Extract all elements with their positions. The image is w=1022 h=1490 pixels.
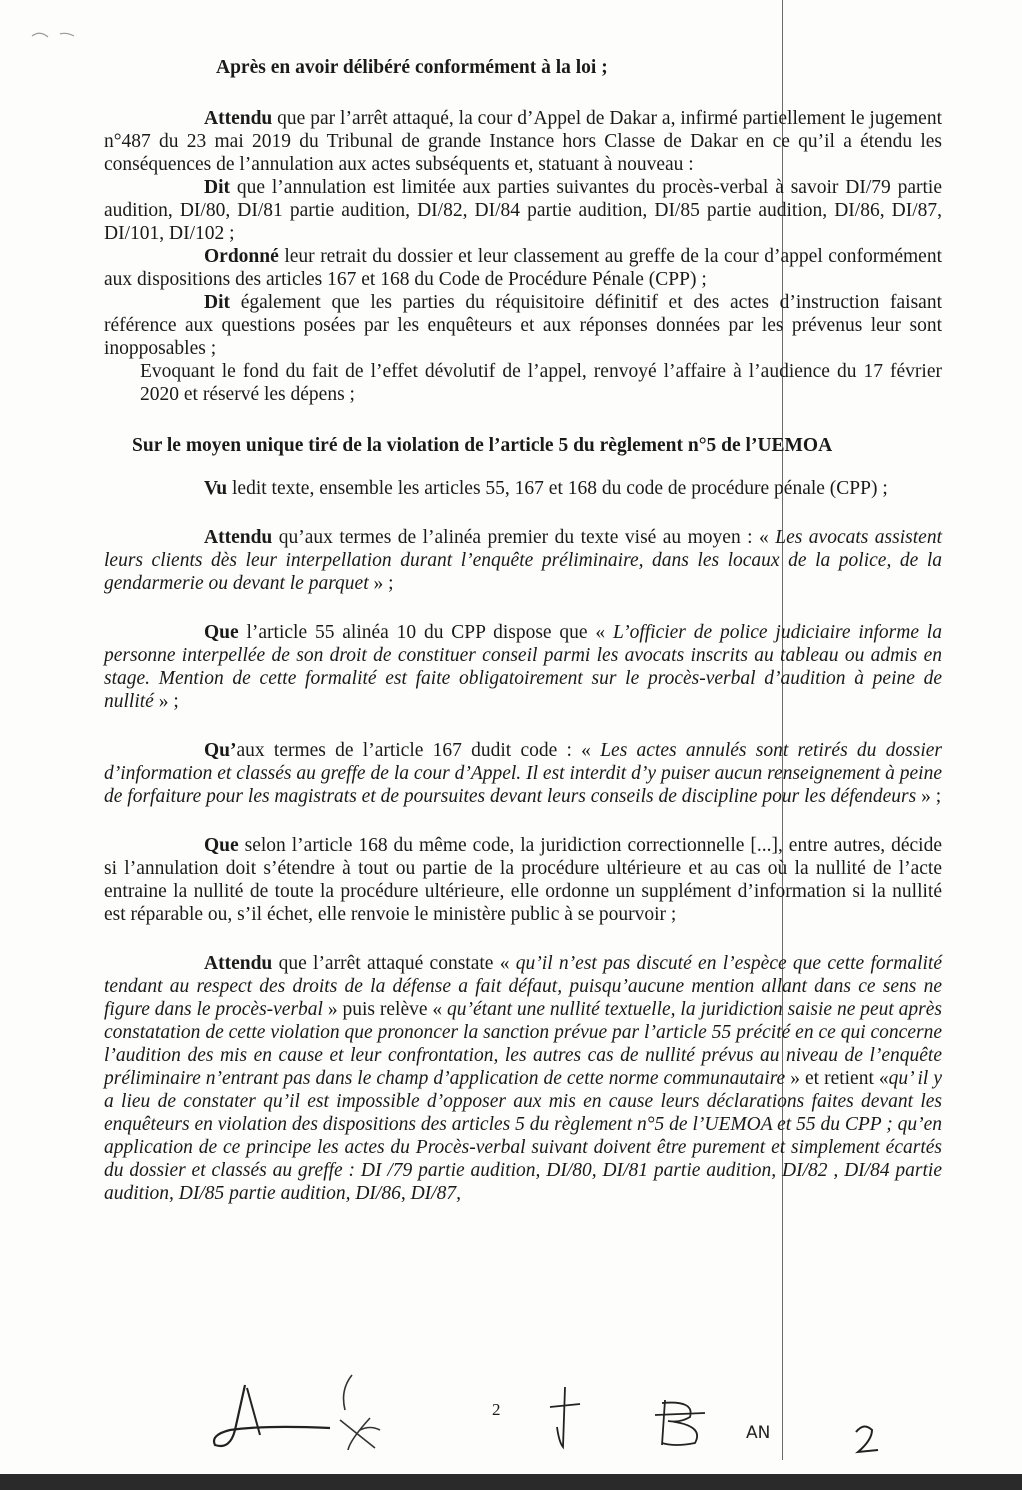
paragraph-text: selon l’article 168 du même code, la juridiction correctionnelle [...], entre autres, décide si l’annulation doit s’étendre à tout ou partie de la procédure ultérieure et au cas où la nullité de l’acte entraine la nullité de toute la procédure ultérieure, elle ordonne un supplément d’information si la nullité est réparable ou, s’il échet, elle renvoie le ministère public à se pourvoir ; xyxy=(104,835,942,925)
paragraph-text: leur retrait du dossier et leur classement au greffe de la cour d’appel conformément aux dispositions des articles 167 et 168 du Code de Procédure Pénale (CPP) ; xyxy=(104,246,942,290)
paragraph-dit-2 xyxy=(104,291,942,360)
keyword: Qu’ xyxy=(204,740,237,761)
quotation: qu’ il y a lieu de constater qu’il est impossible d’opposer aux mis en cause leurs déclarations faites devant les enquêteurs en violation des dispositions des articles 5 du règlement n°5 de l’UEMOA et 55 du CPP ; qu’en application de ce principe les actes du Procès-verbal suivant doivent être purement et simplement écartés du dossier et classés au greffe : DI /79 partie audition, DI/80, DI/81 partie audition, DI/82 , DI/84 partie audition, DI/85 partie audition, DI/86, DI/87, xyxy=(104,1068,943,1204)
signature-2 xyxy=(330,1370,390,1460)
scan-smudge xyxy=(30,28,90,42)
keyword: Attendu xyxy=(204,953,273,974)
initials-an xyxy=(745,1410,785,1450)
paragraph-evoquant: Evoquant le fond du fait de l’effet dévolutif de l’appel, renvoyé l’affaire à l’audience du 17 février 2020 et réservé les dépens ; xyxy=(140,361,942,405)
quotation: L’officier de police judiciaire informe la personne interpellée de son droit de constituer conseil parmi les avocats inscrits au tableau ou admis en stage. Mention de cette formalité est faite obligatoirement sur le procès-verbal d’audition à peine de nullité xyxy=(104,622,942,712)
keyword: Que xyxy=(204,622,239,643)
paragraph-text: que par l’arrêt attaqué, la cour d’Appel de Dakar a, infirmé partiellement le jugement n°487 du 23 mai 2019 du Tribunal de grande Instance hors Classe de Dakar en ce qu’il a étendu les conséquences de l’annulation aux actes subséquents et, statuant à nouveau : xyxy=(104,108,942,175)
paragraph-que-2 xyxy=(104,834,942,926)
paragraph-text: » ; xyxy=(153,691,179,712)
quotation: Les avocats assistent leurs clients dès leur interpellation durant l’enquête préliminaire, dans les locaux de la police, de la gendarmerie ou devant le parquet xyxy=(104,527,942,594)
heading-deliberation: Après en avoir délibéré conformément à la loi ; xyxy=(216,57,608,78)
paragraph-text: » ; xyxy=(916,786,942,807)
document-body xyxy=(104,56,942,1205)
keyword: Attendu xyxy=(204,527,273,548)
paragraph-text: également que les parties du réquisitoire définitif et des actes d’instruction faisant référence aux questions posées par les enquêteurs et aux réponses données par les prévenus leur sont inopposables ; xyxy=(104,292,942,359)
signature-6 xyxy=(850,1420,885,1460)
paragraph-attendu-3 xyxy=(104,952,942,1205)
keyword: Dit xyxy=(204,292,230,313)
quotation: qu’étant une nullité textuelle, la juridiction saisie ne peut après constatation de cette violation que prononcer la sanction prévue par l’article 55 précité en ce qui concerne l’audition des mis en cause et leur confrontation, les autres cas de nullité prévus au niveau de l’enquête préliminaire n’entrant pas dans le champ d’application de cette norme communautaire xyxy=(104,999,943,1089)
paragraph-text: l’article 55 alinéa 10 du CPP dispose que « xyxy=(238,622,613,643)
paragraph-dit-1 xyxy=(104,176,942,245)
paragraph-text: qu’aux termes de l’alinéa premier du texte visé au moyen : « xyxy=(272,527,776,548)
paragraph-qu-aux-termes xyxy=(104,739,942,808)
paragraph-text: que l’arrêt attaqué constate « xyxy=(272,953,516,974)
keyword: Vu xyxy=(204,478,228,499)
paragraph-text: » et retient « xyxy=(785,1068,889,1089)
initials-an-text: AN xyxy=(746,1423,771,1443)
quotation: qu’il n’est pas discuté en l’espèce que cette formalité tendant au respect des droits de la défense a fait défaut, puisqu’aucune mention allant dans ce sens ne figure dans le procès-verbal xyxy=(104,953,942,1020)
signature-4 xyxy=(650,1395,710,1450)
keyword: Attendu xyxy=(204,108,273,129)
paragraph-text: que l’annulation est limitée aux parties suivantes du procès-verbal à savoir DI/79 partie audition, DI/80, DI/81 partie audition, DI/82, DI/84 partie audition, DI/85 partie audition, DI/86, DI/87, DI/101, DI/102 ; xyxy=(104,177,942,244)
keyword: Dit xyxy=(204,177,230,198)
keyword: Que xyxy=(204,835,239,856)
page-number: 2 xyxy=(492,1400,501,1419)
paragraph-ordonne xyxy=(104,245,942,291)
paragraph-vu xyxy=(104,477,942,500)
paragraph-text: » puis relève « xyxy=(322,999,448,1020)
signature-1 xyxy=(205,1380,335,1460)
heading-moyen: Sur le moyen unique tiré de la violation de l’article 5 du règlement n°5 de l’UEMOA xyxy=(132,435,833,456)
keyword: Ordonné xyxy=(204,246,279,267)
scan-bottom-edge xyxy=(0,1474,1022,1490)
paragraph-text: ledit texte, ensemble les articles 55, 167 et 168 du code de procédure pénale (CPP) ; xyxy=(227,478,888,499)
paragraph-que-1 xyxy=(104,621,942,713)
quotation: Les actes annulés sont retirés du dossier d’information et classés au greffe de la cour d’Appel. Il est interdit d’y puiser aucun renseignement à peine de forfaiture pour les magistrats et de poursuites devant leurs conseils de discipline pour les défendeurs xyxy=(104,740,942,807)
paragraph-attendu-1 xyxy=(104,107,942,176)
paragraph-text: » ; xyxy=(368,573,394,594)
signature-3 xyxy=(545,1382,585,1452)
paragraph-attendu-2 xyxy=(104,526,942,595)
paragraph-text: aux termes de l’article 167 dudit code : « xyxy=(236,740,601,761)
